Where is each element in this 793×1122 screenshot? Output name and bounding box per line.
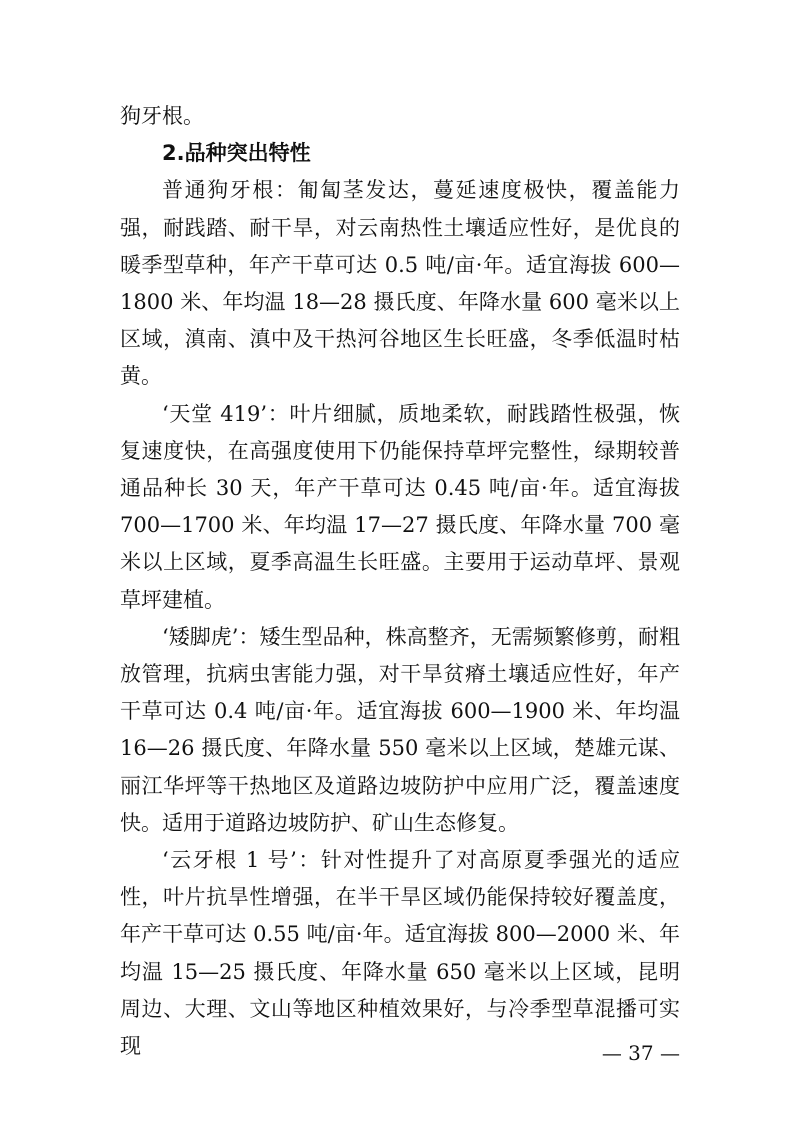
- paragraph-continuation: 狗牙根。: [120, 104, 204, 128]
- document-body: [120, 98, 680, 1065]
- paragraph-yunyagen-1: ‘云牙根 1 号’：针对性提升了对高原夏季强光的适应性，叶片抗旱性增强，在半干旱区域仍能保持较好覆盖度，年产干草可达 0.55 吨/亩·年。适宜海拔 800—2000 米、年均温 15—25 摄氏度、年降水量 650 毫米以上区域，昆明周边、大理、文山等地区种植效果好，与冷季型草混播可实现: [120, 848, 680, 1059]
- page-number: — 37 —: [601, 1041, 680, 1065]
- section-heading: 2.品种突出特性: [162, 141, 311, 166]
- paragraph-common-bermudagrass: 普通狗牙根：匍匐茎发达，蔓延速度极快，覆盖能力强，耐践踏、耐干旱，对云南热性土壤适应性好，是优良的暖季型草种，年产干草可达 0.5 吨/亩·年。适宜海拔 600—1800 米、年均温 18—28 摄氏度、年降水量 600 毫米以上区域，滇南、滇中及干热河谷地区生长旺盛，冬季低温时枯黄。: [120, 178, 680, 389]
- paragraph-aijiaohu: ‘矮脚虎’：矮生型品种，株高整齐，无需频繁修剪，耐粗放管理，抗病虫害能力强，对干旱贫瘠土壤适应性好，年产干草可达 0.4 吨/亩·年。适宜海拔 600—1900 米、年均温 16—26 摄氏度、年降水量 550 毫米以上区域，楚雄元谋、丽江华坪等干热地区及道路边坡防护中应用广泛，覆盖速度快。适用于道路边坡防护、矿山生态修复。: [120, 624, 680, 835]
- paragraph-tiantang-419: ‘天堂 419’：叶片细腻，质地柔软，耐践踏性极强，恢复速度快，在高强度使用下仍能保持草坪完整性，绿期较普通品种长 30 天，年产干草可达 0.45 吨/亩·年。适宜海拔 700—1700 米、年均温 17—27 摄氏度、年降水量 700 毫米以上区域，夏季高温生长旺盛。主要用于运动草坪、景观草坪建植。: [120, 401, 680, 612]
